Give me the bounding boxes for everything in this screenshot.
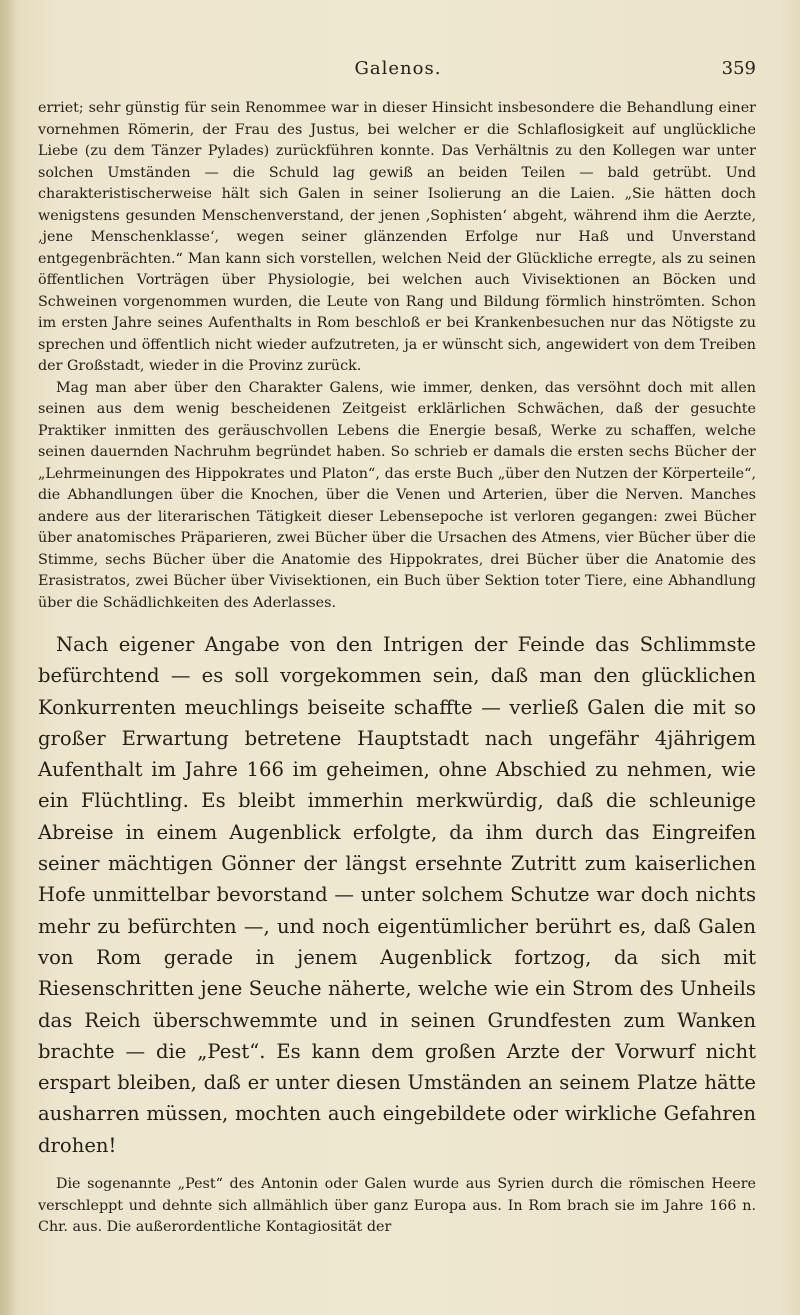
paragraph-continuation: erriet; sehr günstig für sein Renommee war in dieser Hinsicht insbesondere die Behandlung einer vornehmen Römerin, der Frau des Justus, bei welcher er die Schlaflosigkeit auf unglückliche Liebe (zu dem Tänzer Pylades) zurückführen konnte. Das Verhältnis zu den Kollegen war unter solchen Umständen — die Schuld lag gewiß an beiden Teilen — bald getrübt. Und charakteristischerweise hält sich Galen in seiner Isolierung an die Laien. „Sie hätten doch wenigstens gesunden Menschenverstand, der jenen ‚Sophisten‘ abgeht, während ihm die Aerzte, ‚jene Menschenklasse‘, wegen seiner glänzenden Erfolge nur Haß und Unverstand entgegenbrächten.“ Man kann sich vorstellen, welchen Neid der Glückliche erregte, als zu seinen öffentlichen Vorträgen über Physiologie, bei welchen auch Vivisektionen an Böcken und Schweinen vorgenommen wurden, die Leute von Rang und Bildung förmlich hinströmten. Schon im ersten Jahre seines Aufenthalts in Rom beschloß er bei Krankenbesuchen nur das Nötigste zu sprechen und öffentlich nicht wieder aufzutreten, ja er wünscht sich, angewidert von dem Treiben der Großstadt, wieder in die Provinz zurück. [38,100,756,374]
paragraph-departure: Nach eigener Angabe von den Intrigen der Feinde das Schlimmste befürchtend — es soll vorgekommen sein, daß man den glücklichen Konkurrenten meuchlings beiseite schaffte — verließ Galen die mit so großer Erwartung betretene Hauptstadt nach ungefähr 4jährigem Aufenthalt im Jahre 166 im geheimen, ohne Abschied zu nehmen, wie ein Flüchtling. Es bleibt immerhin merkwürdig, daß die schleunige Abreise in einem Augenblick erfolgte, da ihm durch das Eingreifen seiner mächtigen Gönner der längst ersehnte Zutritt zum kaiserlichen Hofe unmittelbar bevorstand — unter solchem Schutze war doch nichts mehr zu befürchten —, und noch eigentümlicher berührt es, daß Galen von Rom gerade in jenem Augenblick fortzog, da sich mit Riesenschritten jene Seuche näherte, welche wie ein Strom des Unheils das Reich überschwemmte und in seinen Grundfesten zum Wanken brachte — die „Pest“. Es kann dem großen Arzte der Vorwurf nicht erspart bleiben, daß er unter diesen Umständen an seinem Platze hätte ausharren müssen, mochten auch eingebildete oder wirkliche Gefahren drohen! [38,633,756,1157]
paragraph-works: Mag man aber über den Charakter Galens, wie immer, denken, das versöhnt doch mit allen seinen aus dem wenig bescheidenen Zeitgeist erklärlichen Schwächen, daß der gesuchte Praktiker inmitten des geräuschvollen Lebens die Energie besaß, Werke zu schaffen, welche seinen dauernden Nachruhm begründet haben. So schrieb er damals die ersten sechs Bücher der „Lehrmeinungen des Hippokrates und Platon“, das erste Buch „über den Nutzen der Körperteile“, die Abhandlungen über die Knochen, über die Venen und Arterien, über die Nerven. Manches andere aus der literarischen Tätigkeit dieser Lebensepoche ist verloren gegangen: zwei Bücher über anatomisches Präparieren, zwei Bücher über die Ursachen des Atmens, vier Bücher über die Stimme, sechs Bücher über die Anatomie des Hippokrates, drei Bücher über die Anatomie des Erasistratos, zwei Bücher über Vivisektionen, ein Buch über Sektion toter Tiere, eine Abhandlung über die Schädlichkeiten des Aderlasses. [38,379,756,611]
running-header [40,58,756,82]
page-number: 359 [721,58,756,79]
page-gutter-shadow [0,0,16,1315]
running-title: Galenos. [354,58,442,79]
body-text [38,98,756,1239]
paragraph-plague: Die sogenannte „Pest“ des Antonin oder Galen wurde aus Syrien durch die römischen Heere verschleppt und dehnte sich allmählich über ganz Europa aus. In Rom brach sie im Jahre 166 n. Chr. aus. Die außerordentliche Kontagiosität der [38,1176,756,1236]
